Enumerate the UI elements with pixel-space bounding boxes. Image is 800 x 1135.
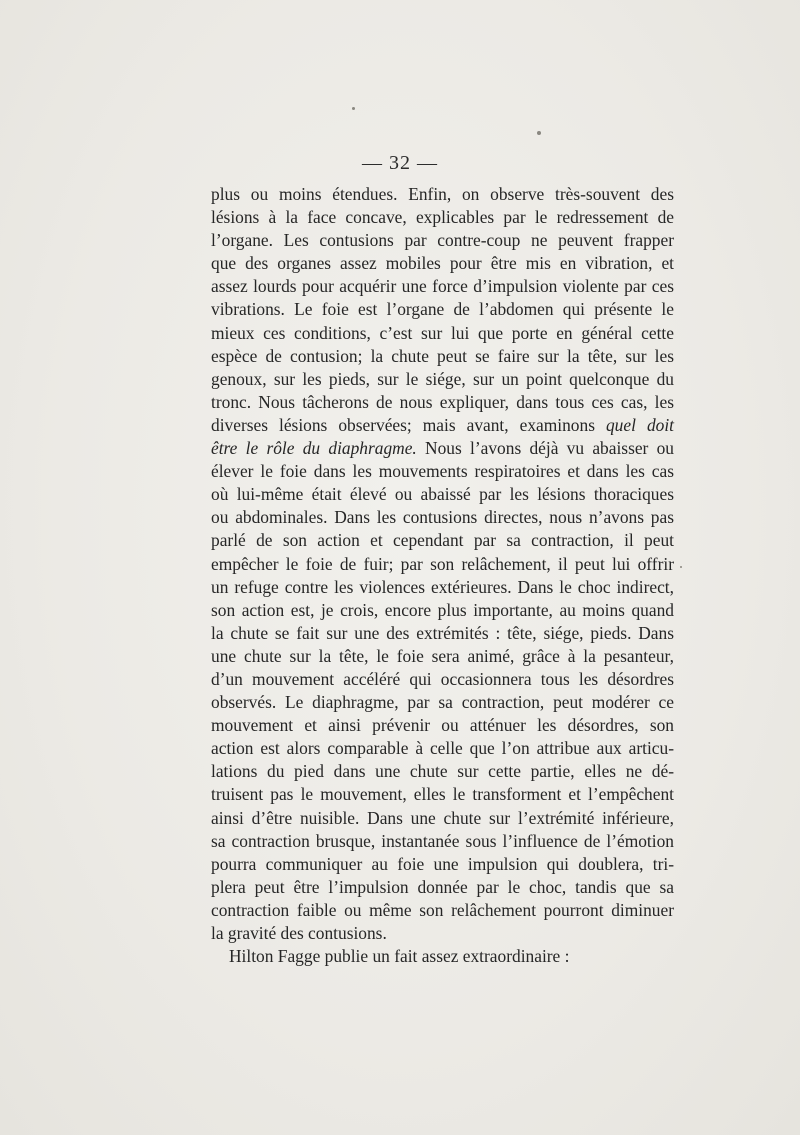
paper-speck xyxy=(352,107,355,110)
text-line xyxy=(211,437,674,460)
text-segment: Nous l’avons déjà vu abaisser ou xyxy=(416,438,674,459)
text-segment: diverses lésions observées; mais avant, examinons xyxy=(211,414,606,435)
text-line: lations du pied dans une chute sur cette partie, elles ne dé- xyxy=(211,761,674,782)
text-line: ainsi d’être nuisible. Dans une chute sur l’extrémité inférieure, xyxy=(211,807,674,828)
text-line: vibrations. Le foie est l’organe de l’abdomen qui présente le xyxy=(211,299,674,320)
text-line: contraction faible ou même son relâchement pourront diminuer xyxy=(211,899,674,920)
italic-phrase: être le rôle du diaphragme. xyxy=(211,438,417,459)
text-line: mieux ces conditions, c’est sur lui que porte en général cette xyxy=(211,322,674,343)
paper-speck xyxy=(537,131,541,135)
text-line: observés. Le diaphragme, par sa contraction, peut modérer ce xyxy=(211,692,674,713)
text-line: sa contraction brusque, instantanée sous l’influence de l’émotion xyxy=(211,830,674,851)
text-line xyxy=(211,414,674,437)
text-line: une chute sur la tête, le foie sera animé, grâce à la pesanteur, xyxy=(211,645,674,666)
text-line: plera peut être l’impulsion donnée par le choc, tandis que sa xyxy=(211,876,674,897)
italic-phrase: quel doit xyxy=(605,414,674,435)
text-line: Hilton Fagge publie un fait assez extraordinaire : xyxy=(229,946,570,967)
text-line: ou abdominales. Dans les contusions directes, nous n’avons pas xyxy=(211,507,674,528)
text-line: tronc. Nous tâcherons de nous expliquer, dans tous ces cas, les xyxy=(211,391,674,412)
text-line: lésions à la face concave, explicables par le redressement de xyxy=(211,207,674,228)
paper-speck xyxy=(680,566,682,568)
text-line: plus ou moins étendues. Enfin, on observe très-souvent des xyxy=(211,184,674,204)
text-line: action est alors comparable à celle que l’on attribue aux articu- xyxy=(211,738,674,759)
text-line: espèce de contusion; la chute peut se faire sur la tête, sur les xyxy=(211,345,674,366)
page-number: — 32 — xyxy=(362,152,438,174)
text-line: d’un mouvement accéléré qui occasionnera tous les désordres xyxy=(211,668,674,689)
text-line: élever le foie dans les mouvements respiratoires et dans les cas xyxy=(211,461,674,482)
text-line: l’organe. Les contusions par contre-coup ne peuvent frapper xyxy=(211,230,674,251)
text-line: où lui-même était élevé ou abaissé par les lésions thoraciques xyxy=(211,484,674,505)
text-line: mouvement et ainsi prévenir ou atténuer les désordres, son xyxy=(211,715,674,736)
text-line: la gravité des contusions. xyxy=(211,923,387,943)
text-line: assez lourds pour acquérir une force d’impulsion violente par ces xyxy=(211,276,674,297)
text-line: parlé de son action et cependant par sa contraction, il peut xyxy=(211,530,674,551)
text-line: que des organes assez mobiles pour être mis en vibration, et xyxy=(211,253,674,274)
text-line: la chute se fait sur une des extrémités : tête, siége, pieds. Dans xyxy=(211,622,674,643)
text-line: pourra communiquer au foie une impulsion qui doublera, tri- xyxy=(211,853,674,874)
body-text xyxy=(211,183,674,968)
text-line: truisent pas le mouvement, elles le transforment et l’empêchent xyxy=(211,784,674,805)
text-line: un refuge contre les violences extérieures. Dans le choc indirect, xyxy=(211,576,674,597)
text-line: empêcher le foie de fuir; par son relâchement, il peut lui offrir xyxy=(211,553,674,574)
text-line: genoux, sur les pieds, sur le siége, sur un point quelconque du xyxy=(211,368,674,389)
text-line: son action est, je crois, encore plus importante, au moins quand xyxy=(211,599,674,620)
